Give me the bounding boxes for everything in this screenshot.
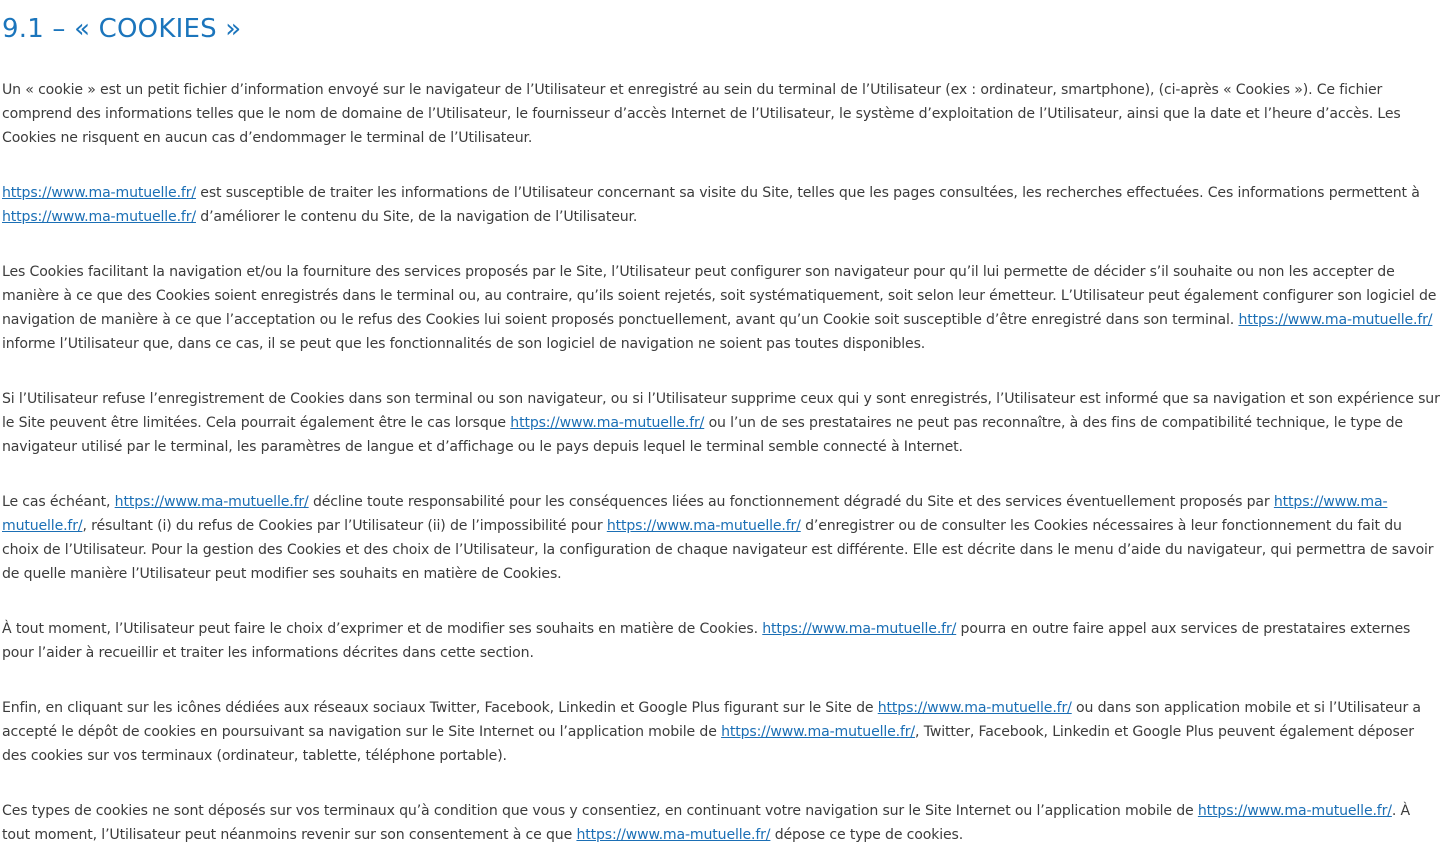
- site-link[interactable]: https://www.ma-mutuelle.fr/: [2, 494, 1388, 534]
- site-link[interactable]: https://www.ma-mutuelle.fr/: [877, 700, 1072, 716]
- site-link[interactable]: https://www.ma-mutuelle.fr/: [1197, 803, 1392, 819]
- paragraph-text: ou l’un de ses prestataires ne peut pas reconnaître, à des fins de compatibilité technique, le type de navigateur utilisé par le terminal, les paramètres de langue et d’affichage ou le pays depuis lequel le terminal semble connecté à Internet.: [2, 415, 1403, 455]
- paragraph-text: décline toute responsabilité pour les conséquences liées au fonctionnement dégradé du Site et des services éventuellement proposés par: [308, 494, 1274, 510]
- paragraph-text: . À tout moment, l’Utilisateur peut néanmoins revenir sur son consentement à ce que: [2, 803, 1411, 843]
- paragraph-text: est susceptible de traiter les informations de l’Utilisateur concernant sa visite du Site, telles que les pages consultées, les recherches effectuées. Ces informations permettent à: [195, 185, 1420, 201]
- site-link[interactable]: https://www.ma-mutuelle.fr/: [576, 827, 771, 843]
- site-link[interactable]: https://www.ma-mutuelle.fr/: [114, 494, 309, 510]
- site-link[interactable]: https://www.ma-mutuelle.fr/: [1238, 312, 1433, 328]
- paragraph-text: Les Cookies facilitant la navigation et/ou la fourniture des services proposés par le Site, l’Utilisateur peut configurer son navigateur pour qu’il lui permette de décider s’il souhaite ou non les accepter de manière à ce que des Cookies soient enregistrés dans le terminal ou, au contraire, qu’ils soient rejetés, soit systématiquement, soit selon leur émetteur. L’Utilisateur peut également configurer son logiciel de navigation de manière à ce que l’acceptation ou le refus des Cookies lui soient proposés ponctuellement, avant qu’un Cookie soit susceptible d’être enregistré dans son terminal.: [2, 264, 1437, 328]
- paragraph-cookie-refusal: [2, 387, 1440, 459]
- paragraph-consent: [2, 799, 1440, 847]
- paragraph-text: d’améliorer le contenu du Site, de la navigation de l’Utilisateur.: [195, 209, 638, 225]
- paragraph-text: pourra en outre faire appel aux services de prestataires externes pour l’aider à recueillir et traiter les informations décrites dans cette section.: [2, 621, 1411, 661]
- site-link[interactable]: https://www.ma-mutuelle.fr/: [762, 621, 957, 637]
- paragraph-text: , résultant (i) du refus de Cookies par l’Utilisateur (ii) de l’impossibilité pour: [82, 518, 607, 534]
- paragraph-text: informe l’Utilisateur que, dans ce cas, il se peut que les fonctionnalités de son logiciel de navigation ne soient pas toutes disponibles.: [2, 336, 926, 352]
- paragraph-liability: [2, 490, 1440, 586]
- section-title: 9.1 – « COOKIES »: [2, 14, 242, 44]
- paragraph-text: À tout moment, l’Utilisateur peut faire le choix d’exprimer et de modifier ses souhaits en matière de Cookies.: [2, 621, 763, 637]
- site-link[interactable]: https://www.ma-mutuelle.fr/: [2, 209, 196, 225]
- paragraph-user-choice: [2, 617, 1440, 665]
- paragraph-text: Si l’Utilisateur refuse l’enregistrement de Cookies dans son terminal ou son navigateur, ou si l’Utilisateur supprime ceux qui y sont enregistrés, l’Utilisateur est informé que sa navigation et son expérience sur le Site peuvent être limitées. Cela pourrait également être le cas lorsque: [2, 391, 1440, 431]
- site-link[interactable]: https://www.ma-mutuelle.fr/: [721, 724, 916, 740]
- site-link[interactable]: https://www.ma-mutuelle.fr/: [2, 185, 196, 201]
- paragraph-text: Ces types de cookies ne sont déposés sur vos terminaux qu’à condition que vous y consentiez, en continuant votre navigation sur le Site Internet ou l’application mobile de: [2, 803, 1198, 819]
- paragraph-social-networks: [2, 696, 1440, 768]
- site-link[interactable]: https://www.ma-mutuelle.fr/: [510, 415, 705, 431]
- paragraph-cookie-definition: [2, 78, 1440, 150]
- paragraph-browser-configuration: [2, 260, 1440, 356]
- paragraph-text: Enfin, en cliquant sur les icônes dédiées aux réseaux sociaux Twitter, Facebook, Linkedin et Google Plus figurant sur le Site de: [2, 700, 878, 716]
- paragraph-information-processing: [2, 181, 1440, 229]
- paragraph-text: ou dans son application mobile et si l’Utilisateur a accepté le dépôt de cookies en poursuivant sa navigation sur le Site Internet ou l’application mobile de: [2, 700, 1421, 740]
- paragraph-text: Un « cookie » est un petit fichier d’information envoyé sur le navigateur de l’Utilisateur et enregistré au sein du terminal de l’Utilisateur (ex : ordinateur, smartphone), (ci-après « Cookies »). Ce fichier comprend des informations telles que le nom de domaine de l’Utilisateur, le fournisseur d’accès Internet de l’Utilisateur, le système d’exploitation de l’Utilisateur, ainsi que la date et l’heure d’accès. Les Cookies ne risquent en aucun cas d’endommager le terminal de l’Utilisateur.: [2, 82, 1401, 146]
- paragraph-text: Le cas échéant,: [2, 494, 115, 510]
- site-link[interactable]: https://www.ma-mutuelle.fr/: [606, 518, 801, 534]
- paragraph-text: dépose ce type de cookies.: [770, 827, 964, 843]
- paragraph-text: d’enregistrer ou de consulter les Cookies nécessaires à leur fonctionnement du fait du choix de l’Utilisateur. Pour la gestion des Cookies et des choix de l’Utilisateur, la configuration de chaque navigateur est différente. Elle est décrite dans le menu d’aide du navigateur, qui permettra de savoir de quelle manière l’Utilisateur peut modifier ses souhaits en matière de Cookies.: [2, 518, 1434, 582]
- paragraph-text: , Twitter, Facebook, Linkedin et Google Plus peuvent également déposer des cookies sur vos terminaux (ordinateur, tablette, téléphone portable).: [2, 724, 1414, 764]
